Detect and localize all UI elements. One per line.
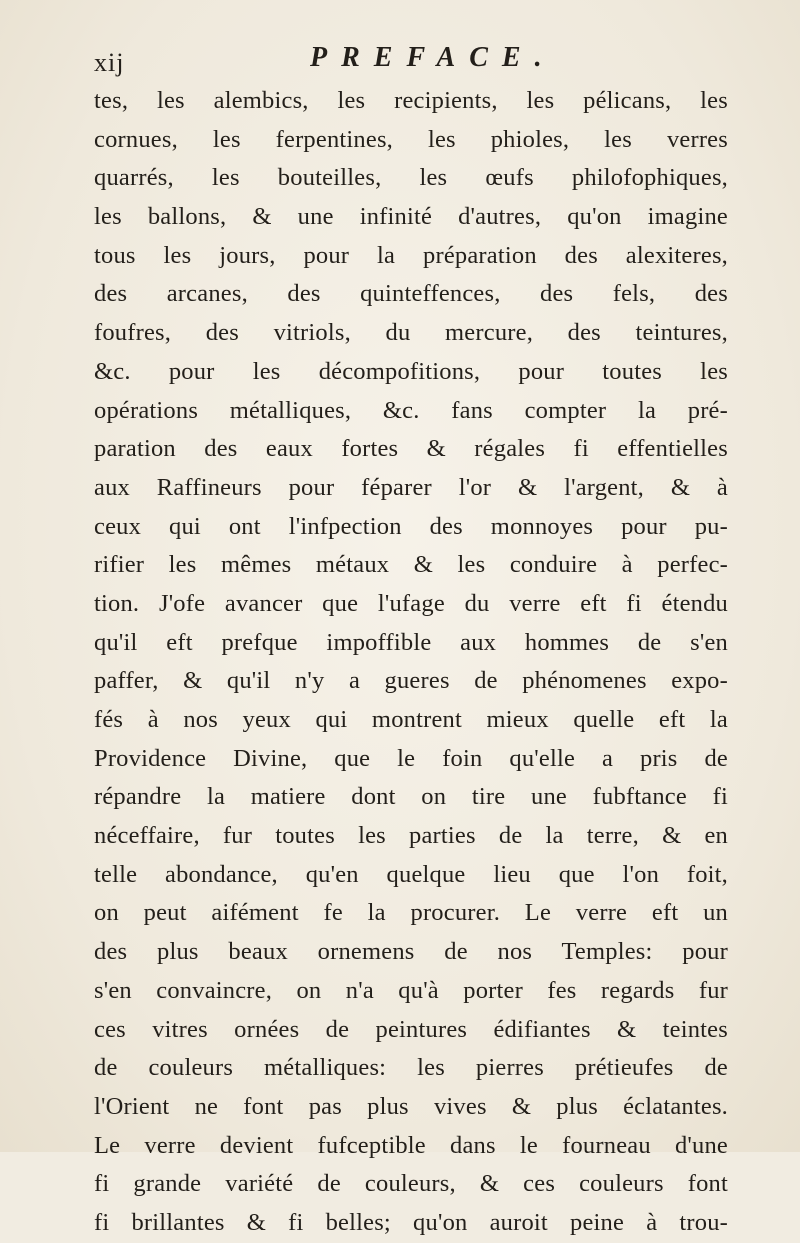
page-header — [94, 42, 714, 82]
running-title: PREFACE. — [310, 42, 556, 73]
text-line: Le verre devient fufceptible dans le fourneau d'une — [94, 1131, 728, 1159]
text-line: tes, les alembics, les recipients, les pélicans, les — [94, 87, 728, 114]
text-line: Providence Divine, que le foin qu'elle a pris de — [94, 744, 728, 772]
text-line: cornues, les ferpentines, les phioles, les verres — [94, 125, 728, 153]
text-line: de couleurs métalliques: les pierres prétieufes de — [94, 1054, 728, 1082]
text-line: fés à nos yeux qui montrent mieux quelle eft la — [94, 706, 728, 733]
body-text — [94, 82, 728, 1243]
text-line: des plus beaux ornemens de nos Temples: pour — [94, 938, 728, 966]
text-line: paffer, & qu'il n'y a gueres de phénomenes expo- — [94, 667, 728, 695]
text-line: fi grande variété de couleurs, & ces couleurs font — [94, 1170, 728, 1198]
text-line: on peut aifément fe la procurer. Le verre eft un — [94, 899, 728, 927]
text-line: &c. pour les décompofitions, pour toutes les — [94, 357, 728, 385]
text-line: foufres, des vitriols, du mercure, des teintures, — [94, 319, 728, 347]
text-line: opérations métalliques, &c. fans compter la pré- — [94, 396, 728, 424]
text-line: répandre la matiere dont on tire une fubftance fi — [94, 783, 728, 811]
text-line: des arcanes, des quinteffences, des fels, des — [94, 280, 728, 308]
text-line: paration des eaux fortes & régales fi effentielles — [94, 435, 728, 463]
text-line: ces vitres ornées de peintures édifiantes & teintes — [94, 1015, 728, 1043]
text-line: tous les jours, pour la préparation des alexiteres, — [94, 241, 728, 269]
text-line: ceux qui ont l'infpection des monnoyes pour pu- — [94, 512, 728, 540]
page-number: xij — [94, 48, 125, 77]
text-line: quarrés, les bouteilles, les œufs philofophiques, — [94, 164, 728, 192]
text-line: telle abondance, qu'en quelque lieu que l'on foit, — [94, 860, 728, 888]
text-line: aux Raffineurs pour féparer l'or & l'argent, & à — [94, 473, 728, 501]
text-line: les ballons, & une infinité d'autres, qu'on imagine — [94, 203, 728, 231]
text-line: rifier les mêmes métaux & les conduire à perfec- — [94, 551, 728, 579]
text-line: néceffaire, fur toutes les parties de la terre, & en — [94, 822, 728, 850]
text-line: l'Orient ne font pas plus vives & plus éclatantes. — [94, 1092, 728, 1120]
text-line: s'en convaincre, on n'a qu'à porter fes regards fur — [94, 976, 728, 1004]
text-line: qu'il eft prefque impoffible aux hommes de s'en — [94, 628, 728, 656]
text-line: tion. J'ofe avancer que l'ufage du verre eft fi étendu — [94, 589, 728, 617]
text-line: fi brillantes & fi belles; qu'on auroit peine à trou- — [94, 1208, 728, 1236]
